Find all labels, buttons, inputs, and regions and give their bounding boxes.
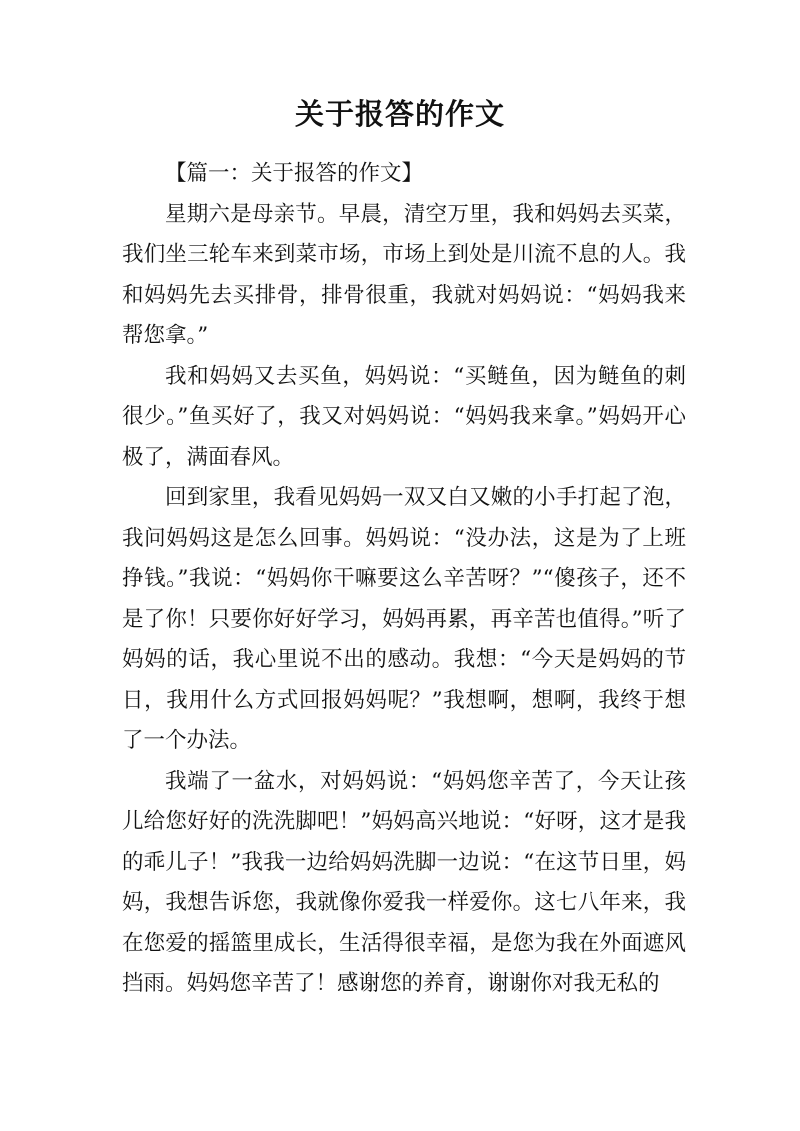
document-body <box>122 154 686 1005</box>
section-heading: 【篇一：关于报答的作文】 <box>165 161 424 186</box>
document-title: 关于报答的作文 <box>294 97 505 131</box>
paragraph: 我和妈妈又去买鱼，妈妈说：“买鲢鱼，因为鲢鱼的刺很少。”鱼买好了，我又对妈妈说：“妈妈我来拿。”妈妈开心极了，满面春风。 <box>122 363 686 470</box>
paragraph: 星期六是母亲节。早晨，清空万里，我和妈妈去买菜，我们坐三轮车来到菜市场，市场上到处是川流不息的人。我和妈妈先去买排骨，排骨很重，我就对妈妈说：“妈妈我来帮您拿。” <box>122 201 686 348</box>
paragraph: 回到家里，我看见妈妈一双又白又嫩的小手打起了泡，我问妈妈这是怎么回事。妈妈说：“没办法，这是为了上班挣钱。”我说：“妈妈你干嘛要这么辛苦呀？”“傻孩子，还不是了你！只要你好好学习，妈妈再累，再辛苦也值得。”听了妈妈的话，我心里说不出的感动。我想：“今天是妈妈的节日，我用什么方式回报妈妈呢？”我想啊，想啊，我终于想了一个办法。 <box>122 485 686 753</box>
paragraph: 我端了一盆水，对妈妈说：“妈妈您辛苦了，今天让孩儿给您好好的洗洗脚吧！”妈妈高兴地说：“好呀，这才是我的乖儿子！”我我一边给妈妈洗脚一边说：“在这节日里，妈妈，我想告诉您，我就像你爱我一样爱你。这七八年来，我在您爱的摇篮里成长，生活得很幸福，是您为我在外面遮风挡雨。妈妈您辛苦了！感谢您的养育，谢谢你对我无私的 <box>122 768 686 996</box>
